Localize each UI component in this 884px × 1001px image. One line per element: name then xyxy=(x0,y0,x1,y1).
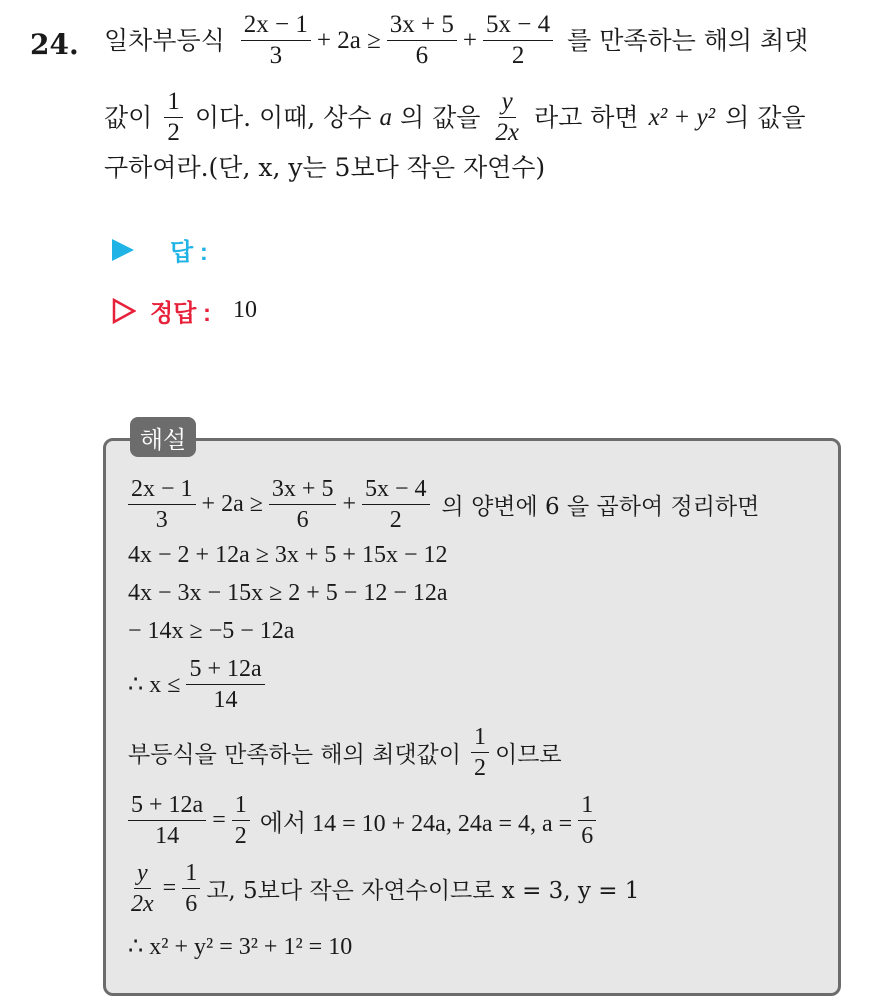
fraction: $\frac{1}{2}$ xyxy=(232,790,250,851)
solution-line-1: $\frac{2x - 1}{3}$ + 2a ≥ $\frac{3x + 5}{6}$ + $\frac{5x - 4}{2}$ 의 양변에 6 을 곱하여 정리하면 xyxy=(128,474,759,535)
fraction: $\frac{3x + 5}{6}$ xyxy=(269,474,337,535)
play-icon xyxy=(112,239,134,261)
solution-line-4: − 14x ≥ −5 − 12a xyxy=(128,618,295,644)
fraction: $\frac{5x - 4}{2}$ xyxy=(483,10,553,71)
solution-line-6: 부등식을 만족하는 해의 최댓값이 $\frac{1}{2}$ 이므로 xyxy=(128,724,562,781)
fraction: $\frac{1}{2}$ xyxy=(471,722,489,783)
question-line-3: 구하여라.(단, x, y는 5보다 작은 자연수) xyxy=(104,153,546,182)
solution-line-2: 4x − 2 + 12a ≥ 3x + 5 + 15x − 12 xyxy=(128,542,448,568)
question-line-2: 값이 $\frac{1}{2}$ 이다. 이때, 상수 a 의 값을 $\frac{y}{2x}$ 라고 하면 x² + y² 의 값을 xyxy=(104,88,806,146)
question-text: 일차부등식 xyxy=(104,25,225,55)
fraction: $\frac{1}{6}$ xyxy=(182,858,200,919)
fraction: $\frac{1}{6}$ xyxy=(578,790,596,851)
solution-line-8: $\frac{y}{2x}$ = $\frac{1}{6}$ 고, 5보다 작은 자연수이므로 x = 3, y = 1 xyxy=(128,858,639,919)
fraction: $\frac{5x - 4}{2}$ xyxy=(362,474,430,535)
correct-answer-label: 정답 : xyxy=(150,300,212,327)
fraction: $\frac{y}{2x}$ xyxy=(495,88,520,146)
answer-row xyxy=(112,232,208,267)
solution-tab: 해설 xyxy=(130,417,196,457)
question-text: 를 만족하는 해의 최댓 xyxy=(567,25,809,55)
fraction: $\frac{1}{2}$ xyxy=(164,87,183,148)
answer-label: 답 : xyxy=(170,239,208,266)
question-number: 24. xyxy=(30,28,79,61)
question-line-1: 일차부등식 $\frac{2x - 1}{3}$ + 2a ≥ $\frac{3x + 5}{6}$ + $\frac{5x - 4}{2}$ 를 만족하는 해의 최댓 xyxy=(104,11,809,69)
correct-answer-row xyxy=(112,293,257,328)
fraction: $\frac{y}{2x}$ xyxy=(131,860,154,917)
fraction: $\frac{2x - 1}{3}$ xyxy=(241,10,311,71)
fraction: $\frac{5 + 12a}{14}$ xyxy=(186,654,264,715)
solution-line-9: ∴ x² + y² = 3² + 1² = 10 xyxy=(128,934,353,960)
solution-line-5: ∴ x ≤ $\frac{5 + 12a}{14}$ xyxy=(128,654,271,715)
solution-line-7: $\frac{5 + 12a}{14}$ = $\frac{1}{2}$ 에서 14 = 10 + 24a, 24a = 4, a = $\frac{1}{6}$ xyxy=(128,790,602,851)
correct-answer-value: 10 xyxy=(233,297,258,323)
solution-line-3: 4x − 3x − 15x ≥ 2 + 5 − 12 − 12a xyxy=(128,580,448,606)
fraction: $\frac{2x - 1}{3}$ xyxy=(128,474,196,535)
fraction: $\frac{3x + 5}{6}$ xyxy=(387,10,457,71)
fraction: $\frac{5 + 12a}{14}$ xyxy=(128,790,206,851)
play-outline-icon xyxy=(112,298,136,324)
